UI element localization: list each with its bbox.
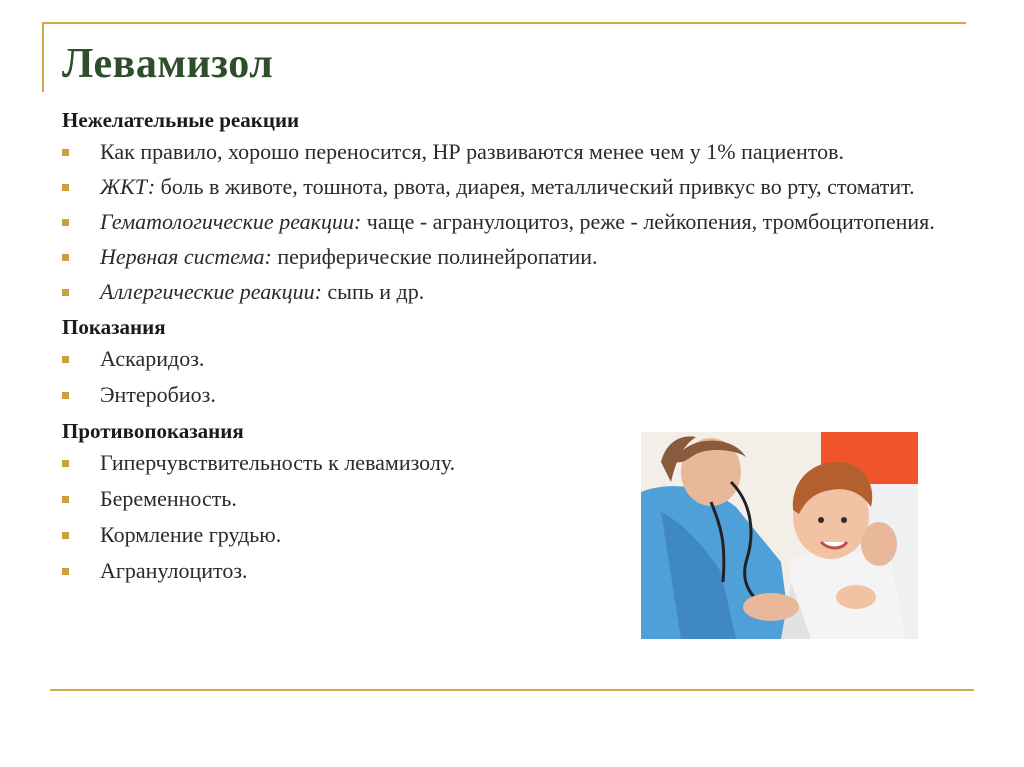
list-item: Агранулоцитоз.	[62, 558, 962, 584]
bullet-icon	[62, 149, 69, 156]
doctor-child-stethoscope-icon	[641, 432, 918, 639]
list-item: Энтеробиоз.	[62, 382, 962, 408]
list-item: Аллергические реакции: сыпь и др.	[62, 279, 962, 305]
list-item: Нервная система: периферические полинейропатии.	[62, 244, 962, 270]
list-item: Как правило, хорошо переносится, НР развиваются менее чем у 1% пациентов.	[62, 139, 962, 165]
frame-bottom-line	[50, 689, 974, 691]
list-item: Гематологические реакции: чаще - агранулоцитоз, реже - лейкопения, тромбоцитопения.	[62, 209, 962, 235]
bullet-icon	[62, 219, 69, 226]
list-item: Аскаридоз.	[62, 346, 962, 372]
list-item: ЖКТ: боль в животе, тошнота, рвота, диарея, металлический привкус во рту, стоматит.	[62, 174, 962, 200]
bullet-icon	[62, 568, 69, 575]
slide-title: Левамизол	[62, 41, 274, 87]
frame-top-line	[42, 22, 966, 24]
bullet-icon	[62, 356, 69, 363]
section-heading-contraindications: Противопоказания	[62, 419, 244, 443]
doctor-child-photo	[641, 432, 918, 639]
list-indications	[62, 346, 962, 408]
bullet-icon	[62, 496, 69, 503]
bullet-icon	[62, 254, 69, 261]
frame-left-line	[42, 22, 44, 92]
bullet-icon	[62, 532, 69, 539]
bullet-icon	[62, 289, 69, 296]
section-heading-adverse-reactions: Нежелательные реакции	[62, 108, 300, 132]
list-item: Беременность.	[62, 486, 962, 512]
list-adverse-reactions	[62, 139, 962, 305]
bullet-icon	[62, 184, 69, 191]
section-heading-indications: Показания	[62, 315, 166, 339]
bullet-icon	[62, 392, 69, 399]
list-item: Гиперчувствительность к левамизолу.	[62, 450, 962, 476]
bullet-icon	[62, 460, 69, 467]
list-item: Кормление грудью.	[62, 522, 962, 548]
